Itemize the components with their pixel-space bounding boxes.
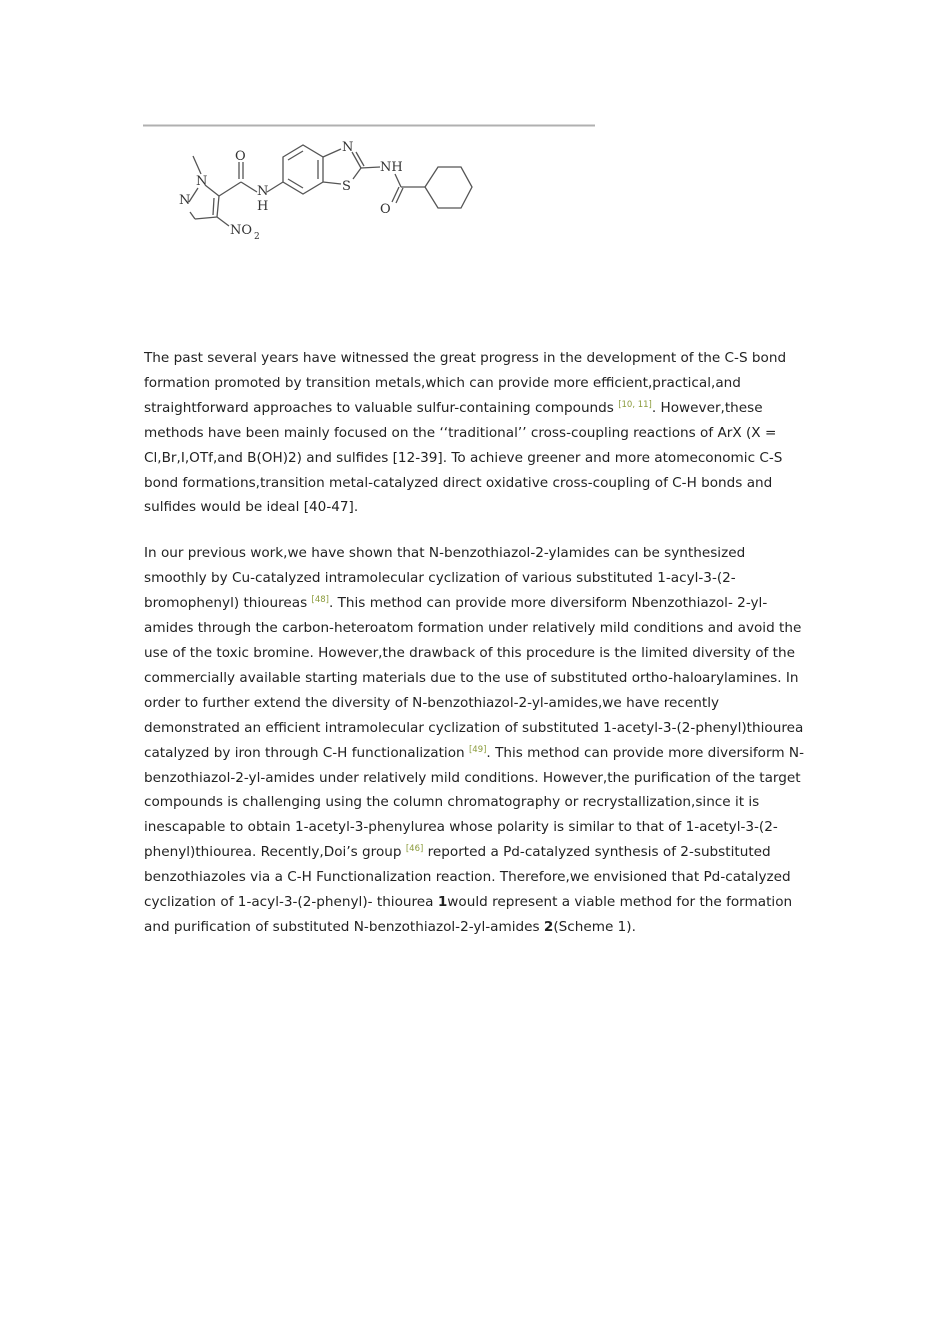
- atom-n-thiazole: N: [342, 140, 354, 155]
- paragraph-2-text-b: . This method can provide more diversiform Nbenzothiazol- 2-yl-amides through the carbon-heteroatom formation under relatively mild conditions and avoid the use of the toxic bromine. However,the drawback of this procedure is the limited diversity of the commercially available starting materials due to the use of substituted ortho-haloarylamines. In order to further extend the diversity of N-benzothiazol-2-yl-amides,we have recently demonstrated an efficient intramolecular cyclization of substituted 1-acetyl-3-(2-phenyl)thiourea catalyzed by iron through C-H functionalization: [144, 595, 804, 761]
- citation-49[interactable]: [49]: [468, 744, 487, 755]
- atom-s-thiazole: S: [342, 179, 351, 194]
- atom-nh-right: NH: [380, 160, 403, 175]
- paragraph-1-text-a: The past several years have witnessed the great progress in the development of the C-S bond formation promoted by transition metals,which can provide more efficient,practical,and straightforward approaches to valuable sulfur-containing compounds: [144, 350, 787, 416]
- structure-drawing: [143, 122, 598, 247]
- atom-no2-subscript: 2: [254, 232, 260, 242]
- atom-h-amide: H: [257, 199, 269, 214]
- chemical-structure-figure: [143, 122, 598, 247]
- article-body: [144, 346, 806, 961]
- atom-nh-amide: N: [257, 184, 269, 199]
- paragraph-2-text-e: would represent a viable method for the formation and purification of substituted N-benzothiazol-2-yl-amides: [144, 894, 793, 935]
- paragraph-1-text-b: . However,these methods have been mainly focused on the ‘‘traditional’’ cross-coupling reactions of ArX (X = Cl,Br,I,OTf,and B(OH)2) and sulfides [12-39]. To achieve greener and more atomeconomic C-S bond formations,transition metal-catalyzed direct oxidative cross-coupling of C-H bonds and sulfides would be ideal [40-47].: [144, 399, 783, 516]
- atom-o2: O: [380, 202, 391, 217]
- paragraph-1: [144, 346, 806, 520]
- citation-48[interactable]: [48]: [311, 595, 329, 606]
- atom-o1: O: [235, 149, 246, 164]
- compound-number-1: 1: [437, 894, 448, 911]
- citation-46[interactable]: [46]: [405, 844, 424, 855]
- bonds: [189, 145, 472, 226]
- paragraph-2-text-a: In our previous work,we have shown that N-benzothiazol-2-ylamides can be synthesized smoothly by Cu-catalyzed intramolecular cyclization of various substituted 1-acyl-3-(2-bromophenyl) thioureas: [144, 545, 746, 612]
- paragraph-2-text-c: . This method can provide more diversiform N-benzothiazol-2-yl-amides under relatively mild conditions. However,the purification of the target compounds is challenging using the column chromatography or recrystallization,since it is inescapable to obtain 1-acetyl-3-phenylurea whose polarity is similar to that of 1-acetyl-3-(2-phenyl)thiourea. Recently,Doi’s group: [144, 744, 804, 861]
- compound-number-2: 2: [543, 918, 554, 935]
- atom-n-pyrazole-top: N: [196, 174, 208, 189]
- atom-no2: NO: [230, 223, 253, 238]
- paragraph-2-text-f: (Scheme 1).: [553, 918, 636, 935]
- citation-10-11[interactable]: [10, 11]: [618, 399, 652, 410]
- paragraph-2: [144, 541, 806, 940]
- paragraph-2-text-d: reported a Pd-catalyzed synthesis of 2-substituted benzothiazoles via a C-H Functionalization reaction. Therefore,we envisioned that Pd-catalyzed cyclization of 1-acyl-3-(2-phenyl)- thiourea: [144, 844, 791, 911]
- atom-n-pyrazole-left: N: [179, 193, 191, 208]
